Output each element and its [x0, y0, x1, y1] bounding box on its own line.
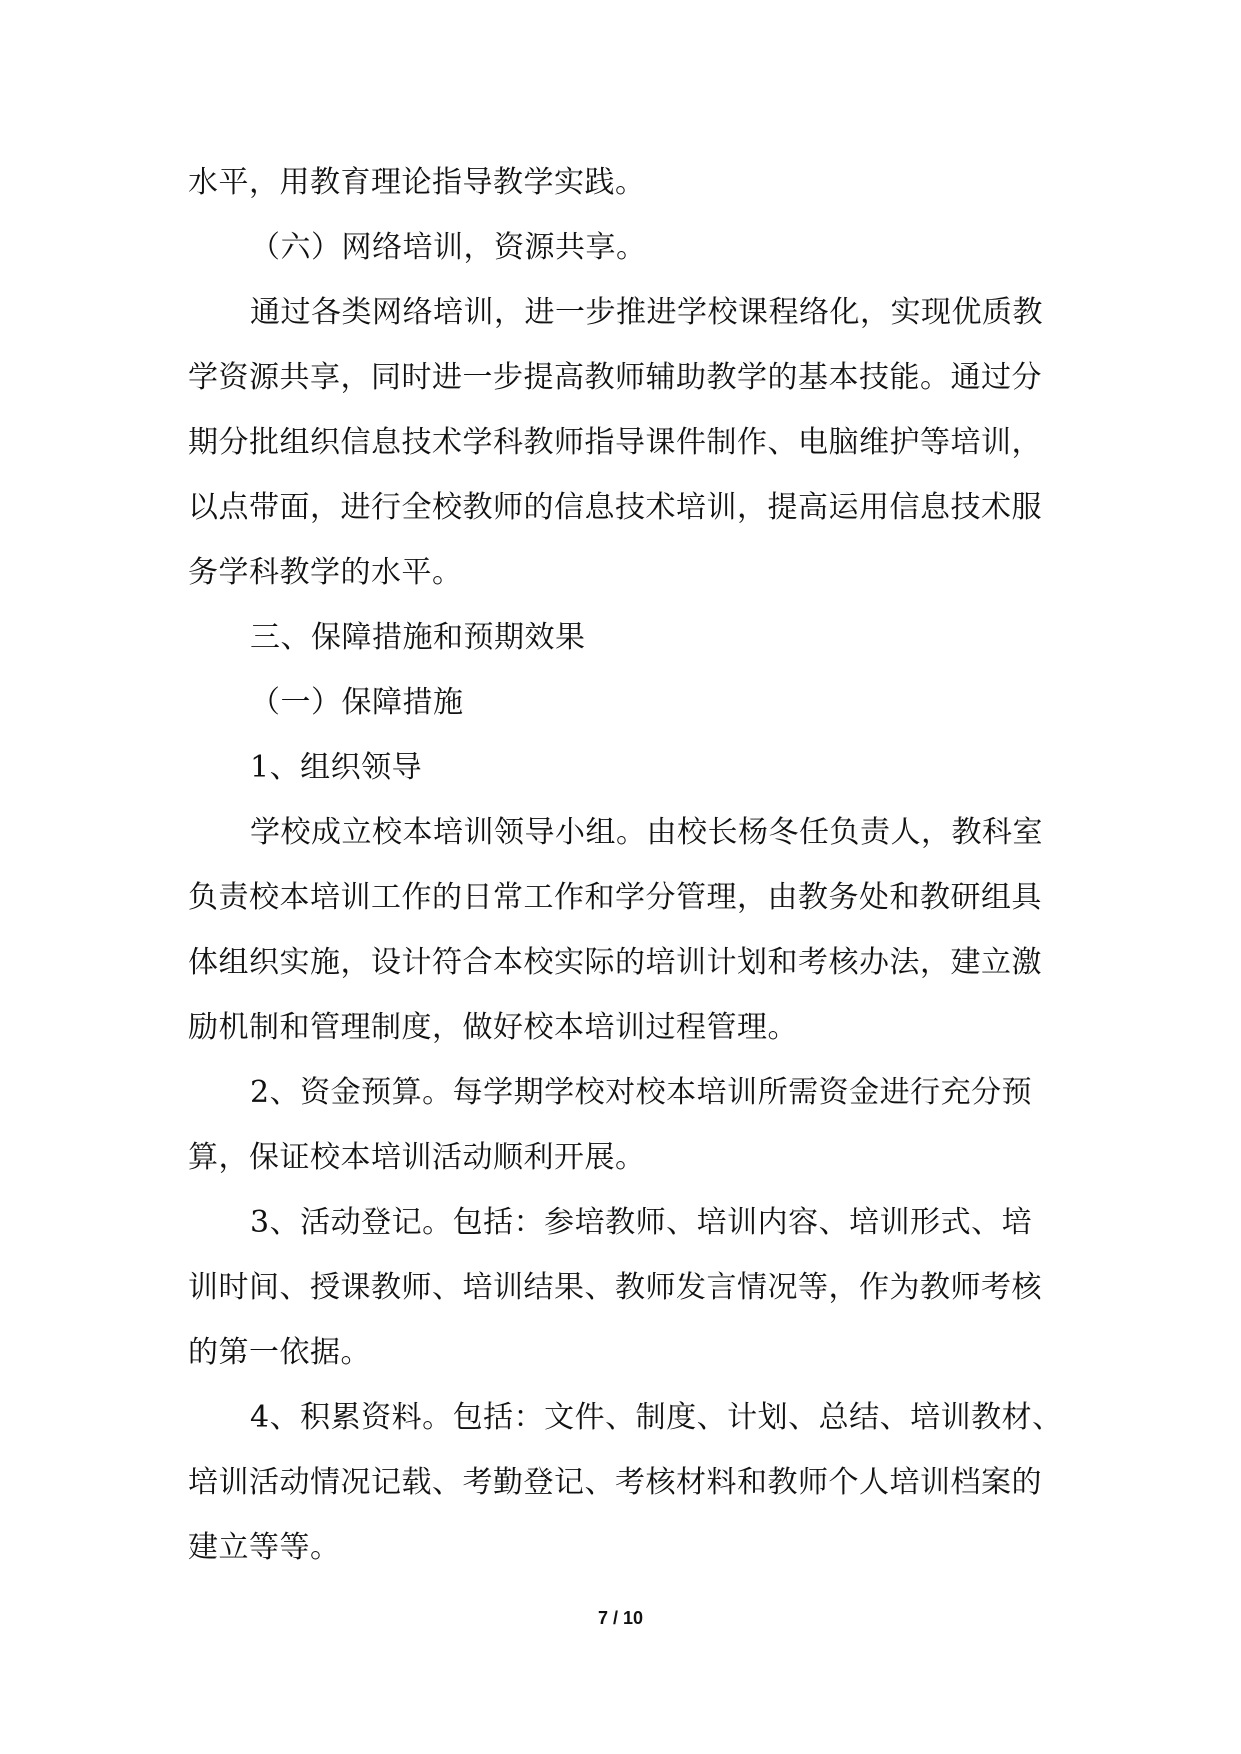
paragraph-line: 学校成立校本培训领导小组。由校长杨冬任负责人，教科室 [250, 815, 1043, 850]
paragraph-line: 4、积累资料。包括：文件、制度、计划、总结、培训教材、 [250, 1400, 1063, 1435]
item-heading: 1、组织领导 [250, 750, 423, 785]
text-line: 学资源共享，同时进一步提高教师辅助教学的基本技能。通过分 [188, 360, 1042, 395]
text-line: 建立等等。 [188, 1530, 341, 1565]
paragraph-line: 2、资金预算。每学期学校对校本培训所需资金进行充分预 [250, 1075, 1033, 1110]
text-line: 以点带面，进行全校教师的信息技术培训，提高运用信息技术服 [188, 490, 1042, 525]
section-heading: （六）网络培训，资源共享。 [250, 230, 647, 265]
text-line: 算，保证校本培训活动顺利开展。 [188, 1140, 646, 1175]
paragraph-line: 3、活动登记。包括：参培教师、培训内容、培训形式、培 [250, 1205, 1033, 1240]
text-line: 期分批组织信息技术学科教师指导课件制作、电脑维护等培训， [188, 425, 1042, 460]
subsection-heading: （一）保障措施 [250, 685, 464, 720]
text-line: 体组织实施，设计符合本校实际的培训计划和考核办法，建立激 [188, 945, 1042, 980]
text-line: 训时间、授课教师、培训结果、教师发言情况等，作为教师考核 [188, 1270, 1042, 1305]
section-heading: 三、保障措施和预期效果 [250, 620, 586, 655]
text-line: 励机制和管理制度，做好校本培训过程管理。 [188, 1010, 798, 1045]
text-line: 培训活动情况记载、考勤登记、考核材料和教师个人培训档案的 [188, 1465, 1042, 1500]
text-line: 的第一依据。 [188, 1335, 371, 1370]
page-number: 7 / 10 [597, 1608, 644, 1628]
text-line: 水平，用教育理论指导教学实践。 [188, 165, 646, 200]
text-line: 负责校本培训工作的日常工作和学分管理，由教务处和教研组具 [188, 880, 1042, 915]
text-line: 务学科教学的水平。 [188, 555, 463, 590]
document-body [188, 150, 1063, 1580]
paragraph-line: 通过各类网络培训，进一步推进学校课程络化，实现优质教 [250, 295, 1043, 330]
